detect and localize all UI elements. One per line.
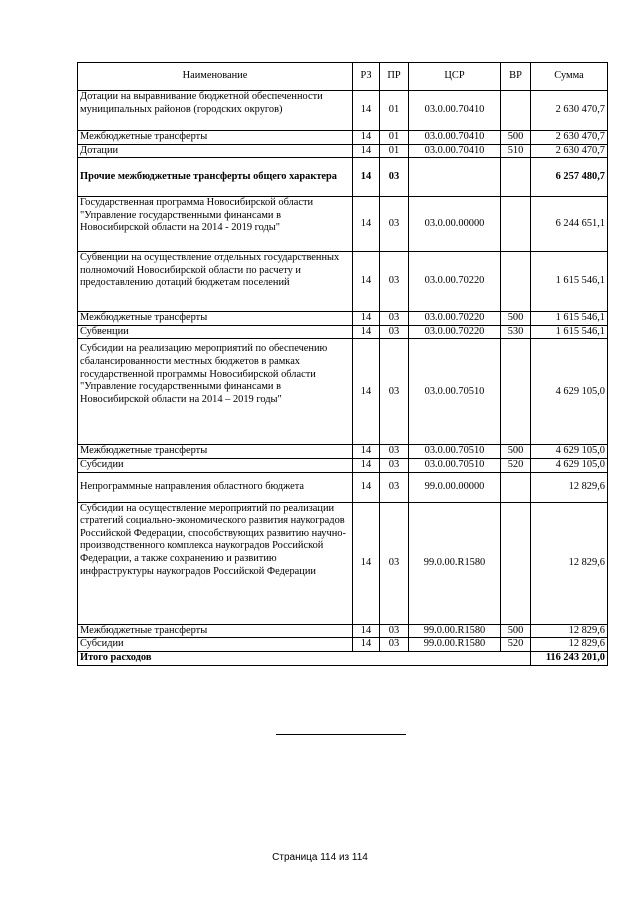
cell-csr: 99.0.00.R1580	[409, 624, 501, 638]
cell-rz: 14	[353, 472, 380, 502]
cell-sum: 12 829,6	[531, 472, 608, 502]
table-row	[78, 131, 608, 145]
cell-pr: 03	[380, 472, 409, 502]
header-rz: РЗ	[353, 63, 380, 91]
cell-vr: 520	[501, 638, 531, 652]
cell-pr: 03	[380, 252, 409, 312]
cell-rz: 14	[353, 458, 380, 472]
cell-rz: 14	[353, 91, 380, 131]
cell-vr	[501, 197, 531, 252]
cell-rz: 14	[353, 445, 380, 459]
cell-rz: 14	[353, 502, 380, 624]
cell-vr: 530	[501, 325, 531, 339]
cell-sum: 12 829,6	[531, 638, 608, 652]
cell-csr: 03.0.00.70510	[409, 339, 501, 445]
cell-vr: 500	[501, 312, 531, 326]
cell-sum: 12 829,6	[531, 502, 608, 624]
cell-name: Субвенции	[78, 325, 353, 339]
table-header-row	[78, 63, 608, 91]
cell-rz: 14	[353, 638, 380, 652]
cell-csr	[409, 158, 501, 197]
cell-sum: 4 629 105,0	[531, 339, 608, 445]
cell-name: Государственная программа Новосибирской области "Управление государственными финансами в Новосибирской области на 2014 - 2019 годы"	[78, 197, 353, 252]
cell-vr: 500	[501, 445, 531, 459]
cell-sum: 2 630 470,7	[531, 91, 608, 131]
cell-rz: 14	[353, 339, 380, 445]
total-label: Итого расходов	[78, 651, 531, 665]
cell-name: Субсидии	[78, 458, 353, 472]
cell-pr: 01	[380, 131, 409, 145]
cell-sum: 4 629 105,0	[531, 458, 608, 472]
table-row	[78, 91, 608, 131]
cell-name: Непрограммные направления областного бюджета	[78, 472, 353, 502]
header-csr: ЦСР	[409, 63, 501, 91]
header-vr: ВР	[501, 63, 531, 91]
table-row	[78, 624, 608, 638]
cell-rz: 14	[353, 197, 380, 252]
header-sum: Сумма	[531, 63, 608, 91]
cell-name: Межбюджетные трансферты	[78, 445, 353, 459]
cell-csr: 03.0.00.70410	[409, 91, 501, 131]
cell-pr: 03	[380, 312, 409, 326]
table-row	[78, 458, 608, 472]
table-row	[78, 502, 608, 624]
cell-sum: 2 630 470,7	[531, 131, 608, 145]
cell-vr	[501, 91, 531, 131]
cell-vr: 500	[501, 624, 531, 638]
cell-name: Субсидии на осуществление мероприятий по реализации стратегий социально-экономического развития наукоградов Российской Федерации, способствующих развитию научно-производственного комплекса наукоградов Российской Федерации, а также сохранению и развитию инфраструктуры наукоградов Российской Федерации	[78, 502, 353, 624]
cell-pr: 03	[380, 638, 409, 652]
cell-name: Субсидии	[78, 638, 353, 652]
cell-pr: 03	[380, 502, 409, 624]
table-row	[78, 325, 608, 339]
table-row	[78, 445, 608, 459]
cell-vr	[501, 158, 531, 197]
cell-csr: 03.0.00.70220	[409, 312, 501, 326]
cell-csr: 03.0.00.70510	[409, 445, 501, 459]
cell-pr: 01	[380, 144, 409, 158]
table-row	[78, 472, 608, 502]
cell-vr	[501, 472, 531, 502]
cell-pr: 03	[380, 158, 409, 197]
cell-csr: 03.0.00.70220	[409, 325, 501, 339]
cell-vr	[501, 339, 531, 445]
cell-sum: 1 615 546,1	[531, 252, 608, 312]
cell-rz: 14	[353, 158, 380, 197]
cell-sum: 4 629 105,0	[531, 445, 608, 459]
cell-sum: 6 257 480,7	[531, 158, 608, 197]
cell-rz: 14	[353, 325, 380, 339]
table-row	[78, 252, 608, 312]
cell-csr: 03.0.00.70510	[409, 458, 501, 472]
cell-vr: 510	[501, 144, 531, 158]
cell-sum: 1 615 546,1	[531, 312, 608, 326]
cell-pr: 03	[380, 325, 409, 339]
cell-vr: 520	[501, 458, 531, 472]
cell-rz: 14	[353, 312, 380, 326]
cell-name: Прочие межбюджетные трансферты общего характера	[78, 158, 353, 197]
table-row	[78, 197, 608, 252]
cell-name: Дотации	[78, 144, 353, 158]
cell-name: Субсидии на реализацию мероприятий по обеспечению сбалансированности местных бюджетов в рамках государственной программы Новосибирской области "Управление государственными финансами в Новосибирской области на 2014 – 2019 годы"	[78, 339, 353, 445]
cell-rz: 14	[353, 131, 380, 145]
cell-csr: 03.0.00.70220	[409, 252, 501, 312]
table-row-subtotal	[78, 158, 608, 197]
header-pr: ПР	[380, 63, 409, 91]
cell-name: Межбюджетные трансферты	[78, 624, 353, 638]
cell-csr: 99.0.00.R1580	[409, 638, 501, 652]
cell-name: Межбюджетные трансферты	[78, 312, 353, 326]
cell-vr: 500	[501, 131, 531, 145]
cell-csr: 99.0.00.R1580	[409, 502, 501, 624]
cell-pr: 01	[380, 91, 409, 131]
cell-vr	[501, 502, 531, 624]
cell-vr	[501, 252, 531, 312]
cell-sum: 1 615 546,1	[531, 325, 608, 339]
cell-pr: 03	[380, 624, 409, 638]
cell-csr: 99.0.00.00000	[409, 472, 501, 502]
cell-sum: 12 829,6	[531, 624, 608, 638]
cell-name: Межбюджетные трансферты	[78, 131, 353, 145]
cell-rz: 14	[353, 252, 380, 312]
cell-rz: 14	[353, 144, 380, 158]
cell-csr: 03.0.00.00000	[409, 197, 501, 252]
cell-csr: 03.0.00.70410	[409, 131, 501, 145]
header-name: Наименование	[78, 63, 353, 91]
cell-name: Субвенции на осуществление отдельных государственных полномочий Новосибирской области по расчету и предоставлению дотаций бюджетам поселений	[78, 252, 353, 312]
table-row	[78, 312, 608, 326]
cell-sum: 2 630 470,7	[531, 144, 608, 158]
cell-pr: 03	[380, 197, 409, 252]
cell-sum: 6 244 651,1	[531, 197, 608, 252]
page-number: Страница 114 из 114	[272, 852, 368, 863]
cell-pr: 03	[380, 445, 409, 459]
total-sum: 116 243 201,0	[531, 651, 608, 665]
cell-csr: 03.0.00.70410	[409, 144, 501, 158]
budget-table	[77, 62, 608, 666]
table-row	[78, 339, 608, 445]
table-row	[78, 144, 608, 158]
cell-rz: 14	[353, 624, 380, 638]
cell-name: Дотации на выравнивание бюджетной обеспеченности муниципальных районов (городских округов)	[78, 91, 353, 131]
cell-pr: 03	[380, 339, 409, 445]
cell-pr: 03	[380, 458, 409, 472]
table-row-total	[78, 651, 608, 665]
signature-line	[276, 734, 406, 735]
table-row	[78, 638, 608, 652]
